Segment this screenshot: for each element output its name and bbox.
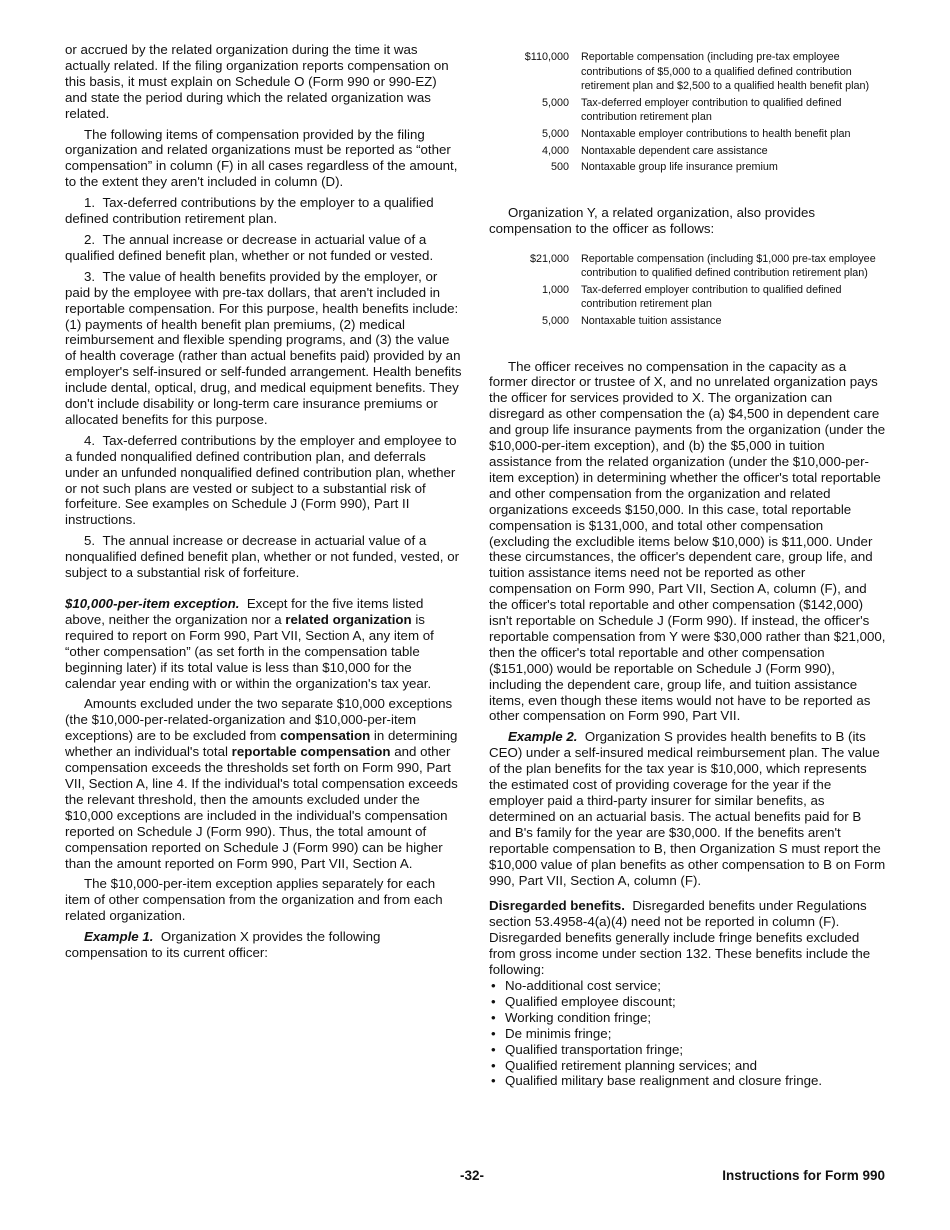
bullet-icon: • bbox=[491, 977, 496, 993]
paragraph-organization-y: Organization Y, a related organization, also provides compensation to the officer as follows: bbox=[489, 204, 816, 236]
compensation-table-x bbox=[489, 50, 886, 177]
paragraph-applies-separately: The $10,000-per-item exception applies separately for each item of other compensation from the organization and from each related organization. bbox=[65, 876, 443, 924]
table-row: 5,000 Tax-deferred employer contribution to qualified defined contribution retirement plan bbox=[541, 96, 842, 124]
paragraph-example-1: Example 1. Organization X provides the following compensation to its current officer: bbox=[65, 929, 381, 961]
disregarded-benefits-list bbox=[489, 978, 886, 1089]
paragraph-related-period: or accrued by the related organization during the time it was actually related. If the filing organization reports compensation on this basis, it must explain on Schedule O (Form 990 or 990-EZ) and state the period during which the related organization was related. bbox=[65, 42, 449, 121]
bullet-icon: • bbox=[491, 1009, 496, 1025]
list-item: • De minimis fringe; bbox=[491, 1025, 612, 1041]
example-1-heading: Example 1. bbox=[84, 929, 154, 945]
paragraph-amounts-excluded: Amounts excluded under the two separate $10,000 exceptions (the $10,000-per-related-organization and $10,000-per-item exceptions) are to be excluded from compensation in determining whether an individual's total reportable compensation and other compensation exceeds the thresholds set forth on Form 990, Part VII, Section A, line 4. If the individual's total compensation exceeds the relevant threshold, then the amounts excluded under the $10,000 exceptions are included in the individual's compensation reported on Schedule J (Form 990). Thus, the total amount of compensation reported on Schedule J (Form 990) can be higher than the amount reported on Form 990, Part VII, Section A. bbox=[65, 696, 458, 871]
list-item-2: 2. The annual increase or decrease in actuarial value of a qualified defined benefit plan, whether or not funded or vested. bbox=[65, 231, 434, 263]
list-item: • Qualified retirement planning services; and bbox=[491, 1057, 758, 1073]
paragraph-example-2: Example 2. Organization S provides health benefits to B (its CEO) under a self-insured medical reimbursement plan. The value of the plan benefits for the tax year is $10,000, which represents the estimated cost of providing coverage for the year if the employer paid a third-party insurer for similar benefits, as determined on an actuarial basis. The actual benefits paid for B and B's family for the year are $30,000. If the benefits aren't reportable compensation to B, then Organization S must report the $10,000 value of plan benefits as other compensation to B on Form 990, Part VII, Section A, column (F). bbox=[489, 729, 886, 888]
compensation-term: compensation bbox=[280, 728, 371, 744]
table-row: 1,000 Tax-deferred employer contribution to qualified defined contribution retirement plan bbox=[541, 283, 842, 311]
related-organization-term: related organization bbox=[285, 611, 412, 627]
table-row: 500 Nontaxable group life insurance premium bbox=[550, 161, 778, 174]
paragraph-per-item-exception: $10,000-per-item exception. Except for the five items listed above, neither the organization nor a related organization is required to report on Form 990, Part VII, Section A, any item of “other compensation” (as set forth in the compensation table beginning later) if its total value is less than $10,000 for the calendar year ending with or within the organization's tax year. bbox=[65, 596, 434, 691]
bullet-icon: • bbox=[491, 1073, 496, 1089]
left-column bbox=[65, 42, 462, 966]
list-item: • No-additional cost service; bbox=[491, 977, 661, 993]
paragraph-other-compensation-intro: The following items of compensation provided by the filing organization and related organizations must be reported as “other compensation” in column (F) in all cases regardless of the amount, to the extent they aren't included in column (D). bbox=[65, 126, 458, 190]
bullet-icon: • bbox=[491, 993, 496, 1009]
list-item-4: 4. Tax-deferred contributions by the employer and employee to a funded nonqualified defined contribution plan, and deferrals under an unfunded nonqualified defined contribution plan, whether or not such plans are vested or subject to a substantial risk of forfeiture. See examples on Schedule J (Form 990), Part II instructions. bbox=[65, 432, 457, 528]
list-item-1: 1. Tax-deferred contributions by the employer to a qualified defined contribution retirement plan. bbox=[65, 195, 434, 227]
example-2-heading: Example 2. bbox=[508, 729, 578, 745]
table-row: $110,000 Reportable compensation (including pre-tax employee contributions of $5,000 to a qualified defined contribution retirement plan and $2,500 to a qualified health benefit plan) bbox=[524, 51, 870, 93]
list-item: • Working condition fringe; bbox=[491, 1009, 652, 1025]
bullet-icon: • bbox=[491, 1057, 496, 1073]
list-item: • Qualified transportation fringe; bbox=[491, 1041, 684, 1057]
bullet-icon: • bbox=[491, 1025, 496, 1041]
table-row: 5,000 Nontaxable tuition assistance bbox=[541, 314, 722, 327]
form-title-footer: Instructions for Form 990 bbox=[722, 1168, 885, 1183]
paragraph-disregarded-benefits: Disregarded benefits. Disregarded benefits under Regulations section 53.4958-4(a)(4) need not be reported in column (F). Disregarded benefits generally include fringe benefits excluded from gross income under section 132. These benefits include the following: bbox=[489, 898, 871, 978]
list-item: • Qualified employee discount; bbox=[491, 993, 676, 1009]
table-row: $21,000 Reportable compensation (including $1,000 pre-tax employee contribution to qualified defined contribution retirement plan) bbox=[529, 252, 876, 280]
bullet-icon: • bbox=[491, 1041, 496, 1057]
reportable-compensation-term: reportable compensation bbox=[231, 744, 391, 760]
list-item-5: 5. The annual increase or decrease in actuarial value of a nonqualified defined benefit plan, whether or not funded, vested, or subject to a substantial risk of forfeiture. bbox=[65, 533, 460, 581]
list-item-3: 3. The value of health benefits provided by the employer, or paid by the employee with pre-tax dollars, that aren't included in reportable compensation. For this purpose, health benefits include: (1) payments of health benefit plan premiums, (2) medical reimbursement and flexible spending programs, and (3) the value of health coverage (rather than actual benefits paid) provided by an employer's self-insured or self-funded arrangement. Health benefits include dental, optical, drug, and medical equipment benefits. They don't include disability or long-term care insurance premiums or allocated benefits for this purpose. bbox=[65, 268, 462, 427]
compensation-table-y bbox=[489, 252, 886, 331]
per-item-exception-heading: $10,000-per-item exception. bbox=[65, 596, 240, 611]
disregarded-benefits-heading: Disregarded benefits. bbox=[489, 898, 625, 914]
table-row: 4,000 Nontaxable dependent care assistance bbox=[541, 144, 768, 157]
table-row: 5,000 Nontaxable employer contributions to health benefit plan bbox=[541, 127, 851, 140]
right-column bbox=[489, 50, 886, 1089]
page-number: -32- bbox=[460, 1168, 485, 1183]
list-item: • Qualified military base realignment and closure fringe. bbox=[491, 1073, 823, 1089]
paragraph-officer-compensation: The officer receives no compensation in the capacity as a former director or trustee of X, and no unrelated organization pays the officer for services provided to X. The organization can disregard as other compensation the (a) $4,500 in dependent care and group life insurance payments from the organization (under the $10,000-per-item exception), and (b) the $5,000 in tuition assistance from the related organization (under the $10,000-per-item exception) in determining whether the officer's total reportable and other compensation from the organization and related organizations exceeds $150,000. In this case, total reportable compensation is $131,000, and total other compensation (excluding the excludible items below $10,000) is $11,000. Under these circumstances, the officer's dependent care, group life, and tuition assistance items need not be reported as other compensation on Form 990, Part VII, Section A, column (F), and the officer's total reportable and other compensation ($142,000) isn't reportable on Schedule J (Form 990). If instead, the officer's reportable compensation from Y were $30,000 rather than $21,000, then the officer's total reportable and other compensation ($151,000) would be reportable on Schedule J (Form 990), including the dependent care, group life, and tuition assistance items, even though these items would not have to be reported as other compensation on Form 990, Part VII. bbox=[489, 358, 886, 724]
